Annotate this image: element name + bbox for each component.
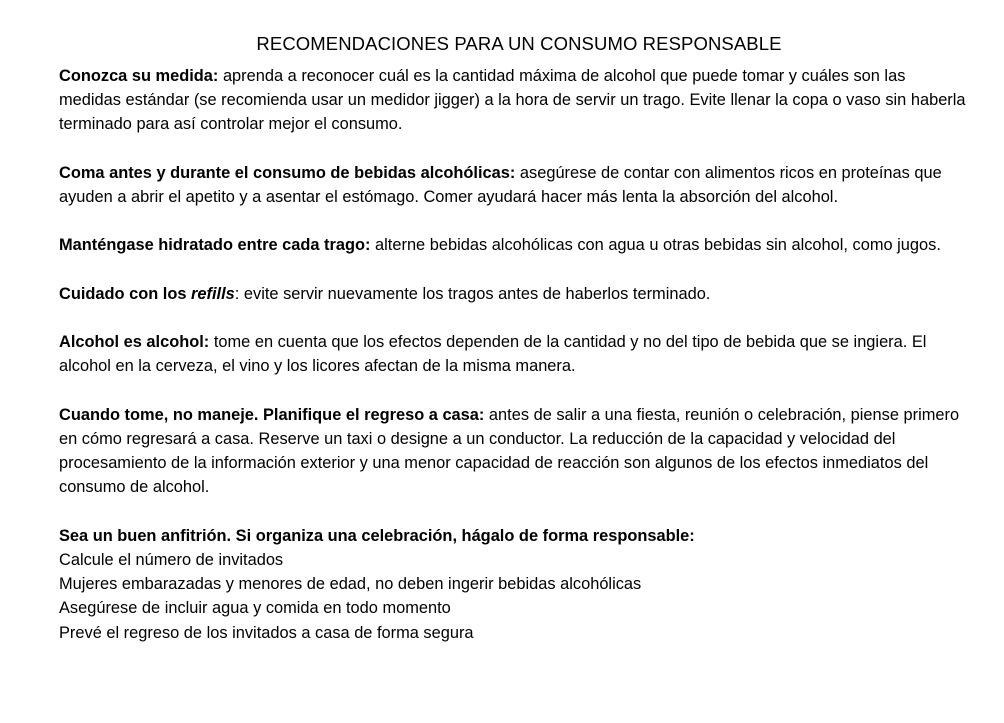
section-body: tome en cuenta que los efectos dependen de la cantidad y no del tipo de bebida que se ingiera. El alcohol en la cerveza, el vino y los licores afectan de la misma manera. — [59, 333, 927, 376]
section-lead: Cuando tome, no maneje. Planifique el regreso a casa: — [59, 405, 485, 424]
section-hydrate — [59, 233, 969, 257]
section-body: asegúrese de contar con alimentos ricos en proteínas que ayuden a abrir el apetito y a asentar el estómago. Comer ayudará hacer más lenta la absorción del alcohol. — [59, 163, 942, 206]
section-lead: Alcohol es alcohol: — [59, 333, 210, 352]
document-title: RECOMENDACIONES PARA UN CONSUMO RESPONSABLE — [256, 33, 782, 54]
list-item: Asegúrese de incluir agua y comida en todo momento — [59, 599, 451, 618]
section-body: antes de salir a una fiesta, reunión o celebración, piense primero en cómo regresará a casa. Reserve un taxi o designe a un conductor. La reducción de la capacidad y velocidad del procesamiento de la información exterior y una menor capacidad de reacción son algunos de los efectos inmediatos del consumo de alcohol. — [59, 405, 960, 497]
host-section — [59, 524, 969, 645]
section-body: alterne bebidas alcohólicas con agua u otras bebidas sin alcohol, como jugos. — [370, 236, 941, 255]
host-section-heading: Sea un buen anfitrión. Si organiza una celebración, hágalo de forma responsable: — [59, 526, 695, 545]
list-item: Prevé el regreso de los invitados a casa de forma segura — [59, 623, 474, 642]
section-body: aprenda a reconocer cuál es la cantidad máxima de alcohol que puede tomar y cuáles son las medidas estándar (se recomienda usar un medidor jigger) a la hora de servir un trago. Evite llenar la copa o vaso sin haberla terminado para así controlar mejor el consumo. — [59, 67, 966, 134]
section-alcohol-is-alcohol — [59, 330, 969, 378]
section-lead-italic: refills — [191, 284, 235, 303]
section-lead: Cuidado con los — [59, 284, 192, 303]
section-dont-drive — [59, 403, 969, 500]
section-lead: Manténgase hidratado entre cada trago: — [59, 236, 371, 255]
section-know-your-measure — [59, 64, 969, 137]
list-item: Mujeres embarazadas y menores de edad, no deben ingerir bebidas alcohólicas — [59, 575, 642, 594]
list-item: Calcule el número de invitados — [59, 550, 284, 569]
section-eat-before — [59, 161, 969, 209]
section-refills — [59, 282, 969, 306]
section-lead: Conozca su medida: — [59, 67, 219, 85]
document-page — [59, 32, 969, 645]
section-body: : evite servir nuevamente los tragos antes de haberlos terminado. — [234, 284, 711, 303]
section-lead: Coma antes y durante el consumo de bebidas alcohólicas: — [59, 163, 516, 182]
